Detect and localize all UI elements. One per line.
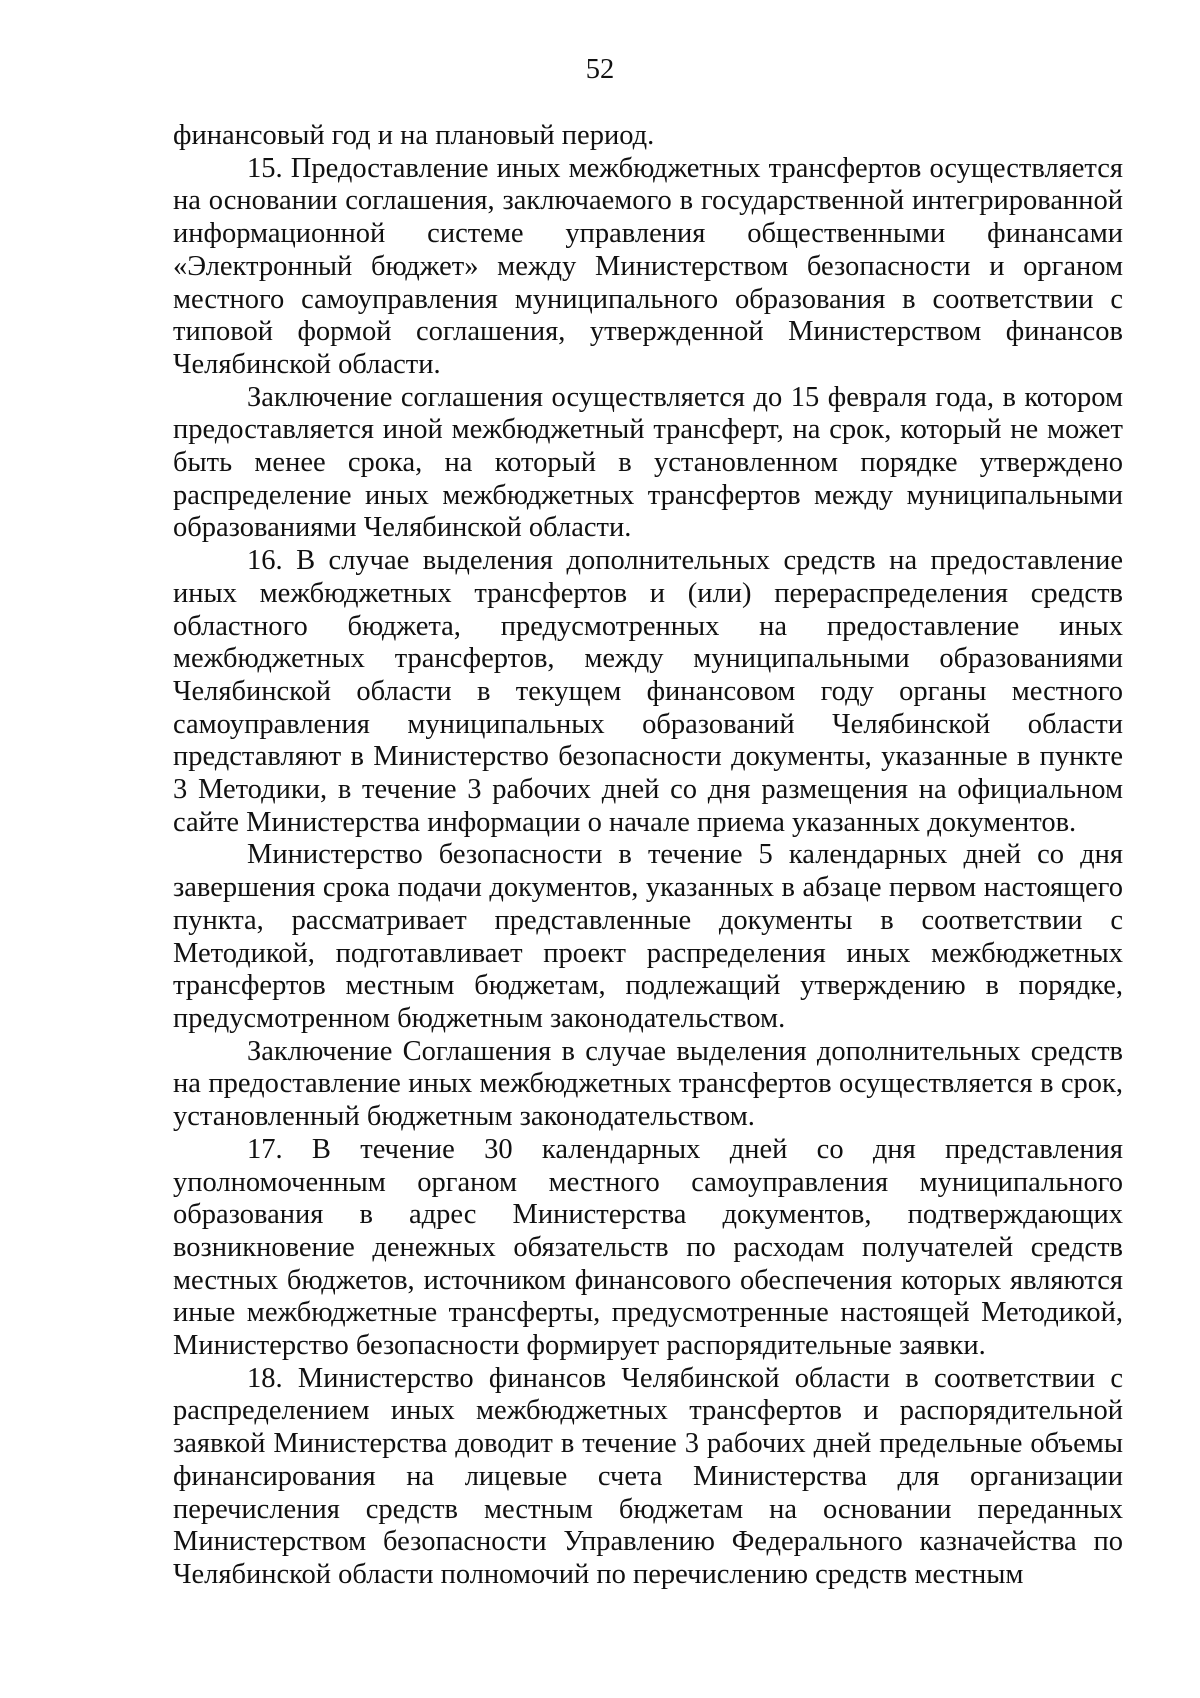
paragraph-item-18: 18. Министерство финансов Челябинской области в соответствии с распределением иных межбюджетных трансфертов и распорядительной заявкой Министерства доводит в течение 3 рабочих дней предельные объемы финансирования на лицевые счета Министерства для организации перечисления средств местным бюджетам на основании переданных Министерством безопасности Управлению Федерального казначейства по Челябинской области полномочий по перечислению средств местным bbox=[173, 1362, 1123, 1590]
paragraph-continuation: финансовый год и на плановый период. bbox=[173, 120, 655, 151]
paragraph-agreement-additional-funds: Заключение Соглашения в случае выделения дополнительных средств на предоставление иных межбюджетных трансфертов осуществляется в срок, установленный бюджетным законодательством. bbox=[173, 1035, 1123, 1133]
page-number: 52 bbox=[585, 54, 615, 85]
paragraph-agreement-deadline: Заключение соглашения осуществляется до 15 февраля года, в котором предоставляется иной межбюджетный трансферт, на срок, который не может быть менее срока, на который в установленном порядке утверждено распределение иных межбюджетных трансфертов между муниципальными образованиями Челябинской области. bbox=[173, 381, 1123, 544]
paragraph-item-16: 16. В случае выделения дополнительных средств на предоставление иных межбюджетных трансфертов и (или) перераспределения средств областного бюджета, предусмотренных на предоставление иных межбюджетных трансфертов, между муниципальными образованиями Челябинской области в текущем финансовом году органы местного самоуправления муниципальных образований Челябинской области представляют в Министерство безопасности документы, указанные в пункте 3 Методики, в течение 3 рабочих дней со дня размещения на официальном сайте Министерства информации о начале приема указанных документов. bbox=[173, 545, 1123, 838]
paragraph-ministry-review: Министерство безопасности в течение 5 календарных дней со дня завершения срока подачи документов, указанных в абзаце первом настоящего пункта, рассматривает представленные документы в соответствии с Методикой, подготавливает проект распределения иных межбюджетных трансфертов местным бюджетам, подлежащий утверждению в порядке, предусмотренном бюджетным законодательством. bbox=[173, 839, 1123, 1034]
paragraph-item-15: 15. Предоставление иных межбюджетных трансфертов осуществляется на основании соглашения, заключаемого в государственной интегрированной информационной системе управления общественными финансами «Электронный бюджет» между Министерством безопасности и органом местного самоуправления муниципального образования в соответствии с типовой формой соглашения, утвержденной Министерством финансов Челябинской области. bbox=[173, 152, 1123, 380]
document-body bbox=[173, 120, 1123, 1592]
paragraph-item-17: 17. В течение 30 календарных дней со дня представления уполномоченным органом местного самоуправления муниципального образования в адрес Министерства документов, подтверждающих возникновение денежных обязательств по расходам получателей средств местных бюджетов, источником финансового обеспечения которых являются иные межбюджетные трансферты, предусмотренные настоящей Методикой, Министерство безопасности формирует распорядительные заявки. bbox=[173, 1133, 1123, 1362]
